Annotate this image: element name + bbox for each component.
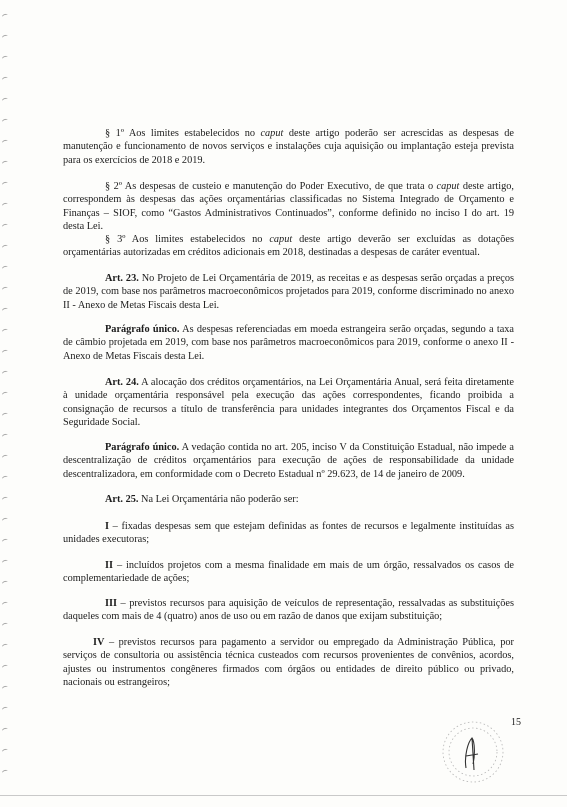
- binding-hole: [1, 601, 8, 607]
- paragraph-1: § 1º Aos limites estabelecidos no caput deste artigo poderão ser acrescidas as despesas de manutenção e funcionamento de novos serviços e instalações cuja aquisição ou implantação esteja prevista para os exercícios de 2018 e 2019.: [63, 128, 514, 166]
- binding-hole: [1, 685, 8, 691]
- binding-hole: [1, 475, 8, 481]
- paragraph-2: § 2º As despesas de custeio e manutenção do Poder Executivo, de que trata o caput deste artigo, correspondem às despesas das ações orçamentárias classificadas no Sistema Integrado de Orçamento e Finanças – SIOF, como “Gastos Administrativos Continuados”, conforme definido no inciso I do art. 19 desta Lei.: [63, 181, 514, 233]
- paragraph-art-25: Art. 25. Na Lei Orçamentária não poderão ser:: [105, 494, 299, 505]
- binding-hole: [1, 580, 8, 586]
- binding-hole: [1, 370, 8, 376]
- binding-hole: [1, 13, 8, 19]
- page-number: 15: [511, 717, 521, 728]
- binding-hole: [1, 202, 8, 208]
- paragraph-inciso-iii: III – previstos recursos para aquisição de veículos de representação, ressalvadas as substituições daqueles com mais de 4 (quatro) anos de uso ou em razão de danos que exijam substituição;: [63, 598, 514, 623]
- binding-hole: [1, 286, 8, 292]
- binding-hole: [1, 496, 8, 502]
- binding-hole: [1, 622, 8, 628]
- initial-stamp: [428, 712, 518, 792]
- binding-hole: [1, 139, 8, 145]
- paragraph-3: § 3º Aos limites estabelecidos no caput deste artigo deverão ser excluídas as dotações orçamentárias autorizadas em créditos adicionais em 2018, destinadas a despesas de caráter eventual.: [63, 234, 514, 259]
- binding-hole: [1, 412, 8, 418]
- paragraph-art-23: Art. 23. No Projeto de Lei Orçamentária de 2019, as receitas e as despesas serão orçadas a preços de 2019, com base nos parâmetros macroeconômicos projetados para 2019, conforme discriminado no anexo II - Anexo de Metas Fiscais desta Lei.: [63, 273, 514, 311]
- binding-hole: [1, 391, 8, 397]
- signature-initial: [465, 738, 478, 770]
- binding-hole: [1, 349, 8, 355]
- binding-hole: [1, 244, 8, 250]
- paragraph-inciso-i: I – fixadas despesas sem que estejam definidas as fontes de recursos e legalmente instituídas as unidades executoras;: [63, 521, 514, 546]
- binding-hole: [1, 76, 8, 82]
- binding-hole: [1, 55, 8, 61]
- paragraph-art-23-unico: Parágrafo único. As despesas referenciadas em moeda estrangeira serão orçadas, segundo a taxa de câmbio projetada em 2019, com base nos parâmetros macroeconômicos para 2019, conforme o anexo II - Anexo de Metas Fiscais desta Lei.: [63, 324, 514, 362]
- binding-hole: [1, 559, 8, 565]
- binding-hole: [1, 517, 8, 523]
- binding-hole: [1, 769, 8, 775]
- page-bottom-edge: [0, 795, 567, 796]
- binding-hole: [1, 454, 8, 460]
- binding-hole: [1, 328, 8, 334]
- paragraph-art-24-unico: Parágrafo único. A vedação contida no art. 205, inciso V da Constituição Estadual, não impede a descentralização de créditos orçamentários para execução de ações de responsabilidade da unidade descentralizadora, em conformidade com o Decreto Estadual nº 29.623, de 14 de janeiro de 2009.: [63, 442, 514, 480]
- binding-hole: [1, 118, 8, 124]
- binding-hole: [1, 181, 8, 187]
- paragraph-art-24: Art. 24. A alocação dos créditos orçamentários, na Lei Orçamentária Anual, será feita diretamente à unidade orçamentária responsável pela execução das ações correspondentes, ficando proibida a consignação de recursos a título de transferência para unidades integrantes dos Orçamentos Fiscal e da Seguridade Social.: [63, 377, 514, 429]
- binding-hole: [1, 223, 8, 229]
- binding-hole: [1, 748, 8, 754]
- binding-hole: [1, 538, 8, 544]
- binding-hole: [1, 307, 8, 313]
- binding-hole: [1, 643, 8, 649]
- binding-hole: [1, 706, 8, 712]
- binding-hole: [1, 664, 8, 670]
- binding-hole: [1, 160, 8, 166]
- binding-hole: [1, 727, 8, 733]
- paragraph-inciso-iv: IV – previstos recursos para pagamento a servidor ou empregado da Administração Pública, por serviços de consultoria ou assistência técnica custeados com recursos provenientes de convênios, acordos, ajustes ou instrumentos congêneres firmados com órgãos ou entidades de direito público ou privado, nacionais ou estrangeiros;: [63, 637, 514, 689]
- binding-hole: [1, 433, 8, 439]
- binding-hole: [1, 265, 8, 271]
- binding-hole: [1, 34, 8, 40]
- paragraph-inciso-ii: II – incluídos projetos com a mesma finalidade em mais de um órgão, ressalvados os casos de complementariedade de ações;: [63, 560, 514, 585]
- binding-hole: [1, 97, 8, 103]
